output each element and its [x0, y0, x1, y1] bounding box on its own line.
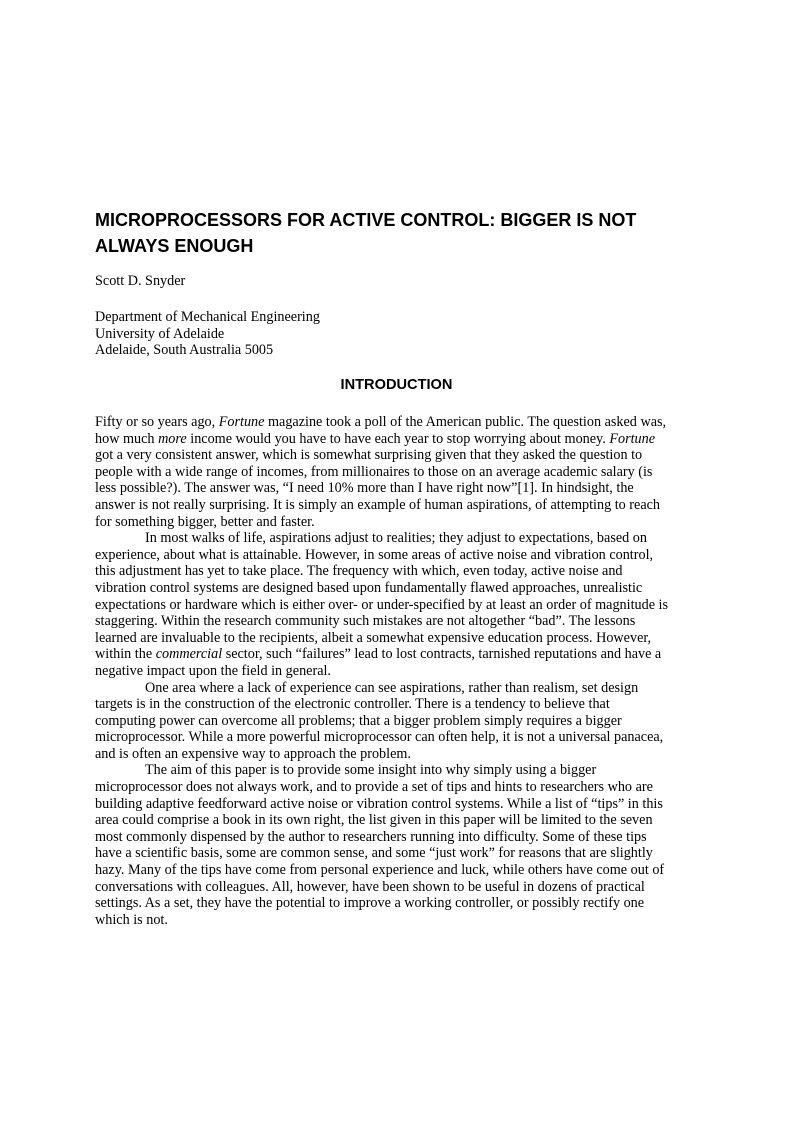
- body-line: [95, 696, 700, 713]
- body-line: [95, 713, 700, 730]
- body-line: [95, 729, 700, 746]
- text-segment: income would you have to have each year to stop worrying about money.: [186, 430, 610, 447]
- text-segment: have a scientific basis, some are common sense, and some “just work” for reasons that are slightly: [95, 845, 653, 862]
- body-line: [95, 447, 700, 464]
- body-line: [95, 597, 700, 614]
- body-line: [95, 514, 700, 531]
- text-segment: microprocessor. While a more powerful microprocessor can often help, it is not a universal panacea,: [95, 729, 664, 746]
- body-text: [95, 414, 700, 928]
- body-line: [95, 464, 700, 481]
- body-line: [95, 862, 700, 879]
- text-segment: for something bigger, better and faster.: [95, 513, 315, 530]
- body-line: [95, 431, 700, 448]
- body-line: [95, 829, 700, 846]
- body-line: [95, 497, 700, 514]
- body-line: [95, 746, 700, 763]
- italic-text: Fortune: [609, 430, 656, 447]
- body-line: [95, 580, 700, 597]
- text-segment: and is often an expensive way to approach the problem.: [95, 745, 411, 762]
- body-line: [95, 480, 700, 497]
- body-line: [95, 879, 700, 896]
- text-segment: people with a wide range of incomes, from millionaires to those on an average academic salary (is: [95, 463, 653, 480]
- text-segment: staggering. Within the research community such mistakes are not altogether “bad”. The lessons: [95, 613, 636, 630]
- text-segment: building adaptive feedforward active noise or vibration control systems. While a list of “tips” in this: [95, 795, 663, 812]
- italic-text: more: [158, 430, 187, 447]
- body-line: [95, 646, 700, 663]
- text-segment: this adjustment has yet to take place. The frequency with which, even today, active noise and: [95, 563, 623, 580]
- body-line: [95, 547, 700, 564]
- text-segment: experience, about what is attainable. However, in some areas of active noise and vibration control,: [95, 546, 654, 563]
- body-line: [95, 912, 700, 929]
- body-line: [95, 762, 700, 779]
- text-segment: sector, such “failures” lead to lost contracts, tarnished reputations and have a: [222, 646, 662, 663]
- affiliation-line: Department of Mechanical Engineering: [95, 309, 320, 325]
- text-segment: targets is in the construction of the electronic controller. There is a tendency to believe that: [95, 696, 610, 713]
- text-segment: negative impact upon the field in general.: [95, 662, 331, 679]
- body-line: [95, 680, 700, 697]
- text-segment: expectations or hardware which is either over- or under-specified by at least an order of magnitude is: [95, 596, 669, 613]
- body-line: [95, 563, 700, 580]
- body-line: [95, 613, 700, 630]
- text-segment: which is not.: [95, 911, 168, 928]
- body-line: [95, 414, 700, 431]
- text-segment: most commonly dispensed by the author to researchers running into difficulty. Some of these tips: [95, 828, 647, 845]
- text-segment: within the: [95, 646, 156, 663]
- italic-text: Fortune: [218, 414, 265, 430]
- affiliation-line: University of Adelaide: [95, 325, 225, 342]
- affiliation-line: Adelaide, South Australia 5005: [95, 342, 274, 359]
- author-affiliation: [95, 309, 320, 359]
- text-segment: microprocessor does not always work, and to provide a set of tips and hints to researchers who are: [95, 779, 653, 796]
- body-line: [95, 845, 700, 862]
- text-segment: Fifty or so years ago,: [95, 414, 219, 430]
- text-segment: got a very consistent answer, which is somewhat surprising given that they asked the question to: [95, 447, 643, 464]
- text-segment: magazine took a poll of the American public. The question asked was,: [264, 414, 667, 430]
- body-line: [95, 812, 700, 829]
- text-segment: how much: [95, 430, 159, 447]
- body-line: [95, 895, 700, 912]
- title-line: MICROPROCESSORS FOR ACTIVE CONTROL: BIGGER IS NOT: [95, 210, 637, 230]
- body-line: [95, 663, 700, 680]
- author-name: Scott D. Snyder: [95, 273, 186, 289]
- body-line: [95, 779, 700, 796]
- text-segment: vibration control systems are designed based upon fundamentally flawed approaches, unrealistic: [95, 579, 643, 596]
- text-segment: hazy. Many of the tips have come from personal experience and luck, while others have come out of: [95, 862, 665, 879]
- text-segment: One area where a lack of experience can see aspirations, rather than realism, set design: [145, 679, 639, 696]
- text-segment: computing power can overcome all problems; that a bigger problem simply requires a bigger: [95, 712, 622, 729]
- italic-text: commercial: [155, 646, 223, 663]
- text-segment: answer is not really surprising. It is simply an example of human aspirations, of attempting to reach: [95, 496, 661, 513]
- text-segment: The aim of this paper is to provide some insight into why simply using a bigger: [145, 762, 597, 779]
- title-line: ALWAYS ENOUGH: [95, 236, 254, 256]
- text-segment: In most walks of life, aspirations adjust to realities; they adjust to expectations, based on: [145, 530, 647, 547]
- section-heading: INTRODUCTION: [340, 377, 453, 393]
- text-segment: area could comprise a book in its own right, the list given in this paper will be limited to the seven: [95, 812, 653, 829]
- paper-title: [95, 207, 715, 259]
- body-line: [95, 796, 700, 813]
- text-segment: learned are invaluable to the recipients, albeit a somewhat expensive education process. However,: [95, 629, 652, 646]
- text-segment: conversations with colleagues. All, however, have been shown to be useful in dozens of practical: [95, 878, 645, 895]
- body-line: [95, 630, 700, 647]
- text-segment: less possible?). The answer was, “I need 10% more than I have right now”[1]. In hindsight, the: [95, 480, 634, 497]
- text-segment: settings. As a set, they have the potential to improve a working controller, or possibly rectify one: [95, 895, 645, 912]
- body-line: [95, 530, 700, 547]
